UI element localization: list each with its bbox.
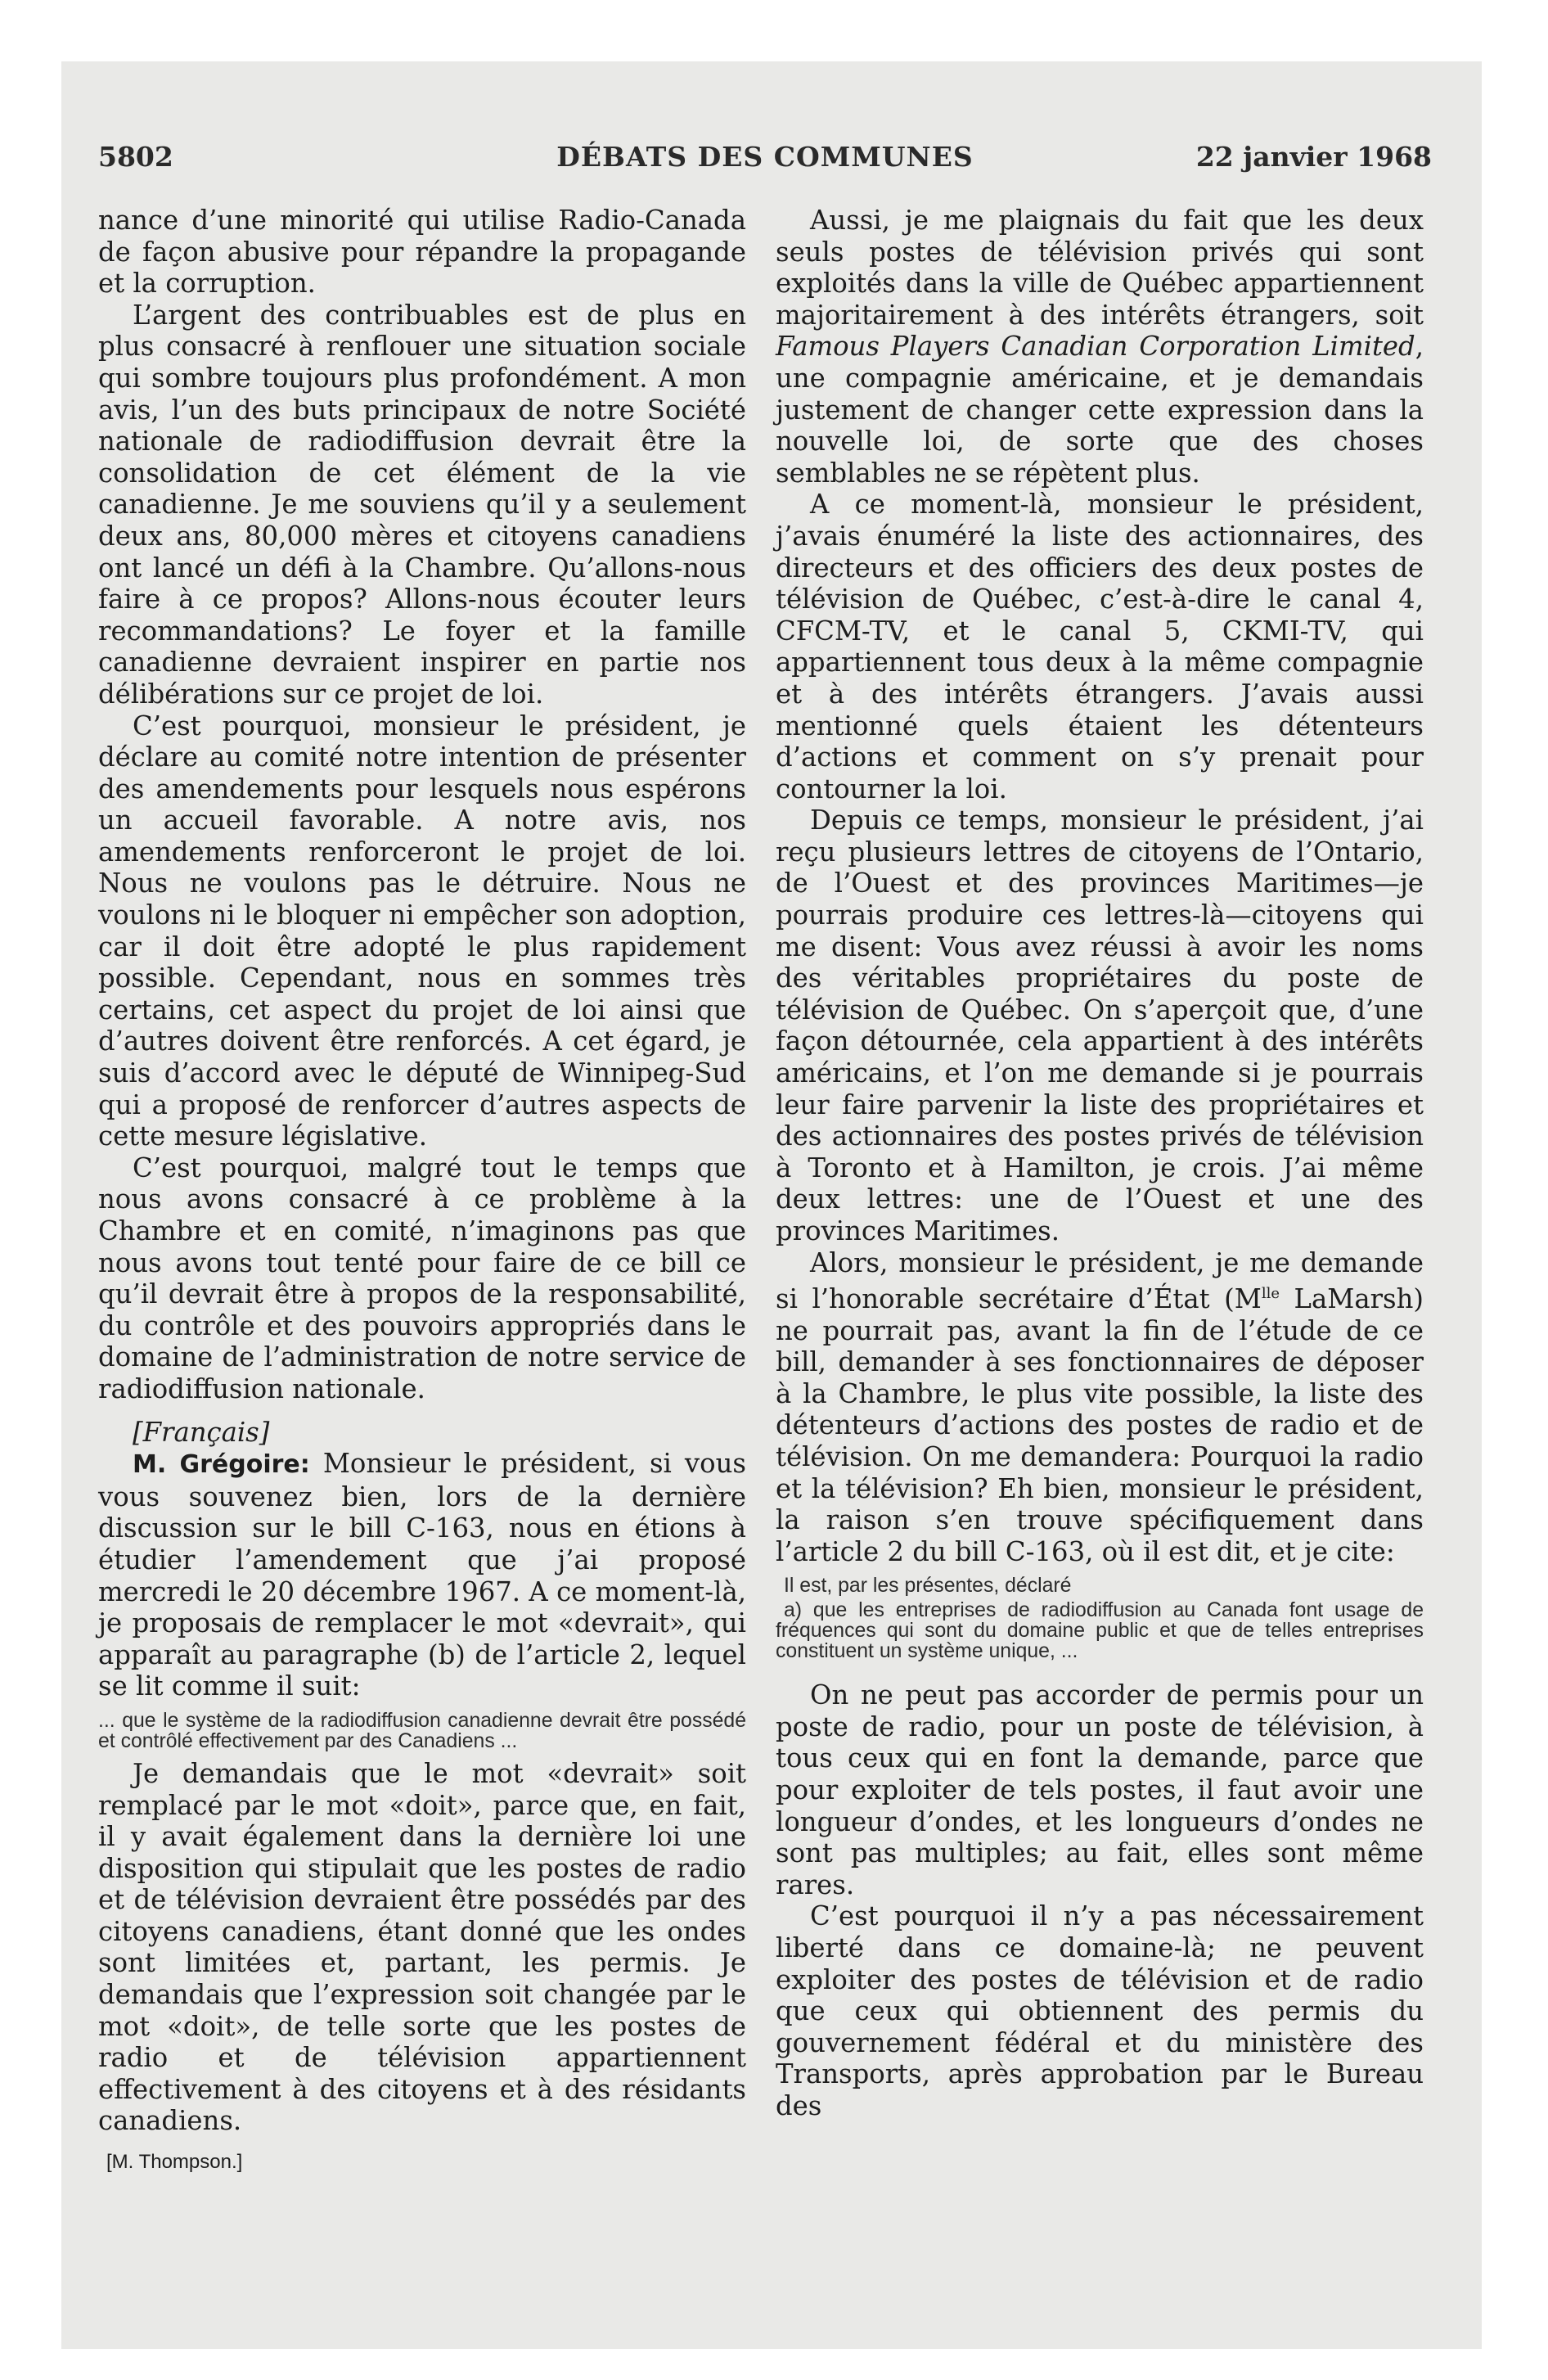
paragraph: Aussi, je me plaignais du fait que les deux seuls postes de télévision privés qui sont exploités dans la ville de Québec appartiennent majoritairement à des intérêts étrangers, soit Famous Players Canadian Corporation Limited, une compagnie américaine, et je demandais justement de changer cette expression dans la nouvelle loi, de sorte que des choses semblables ne se répètent plus. [776,205,1424,489]
paragraph: On ne peut pas accorder de permis pour un poste de radio, pour un poste de télévision, à tous ceux qui en font la demande, parce que pour exploiter de tels postes, il faut avoir une longueur d’ondes, et les longueurs d’ondes ne sont pas multiples; au fait, elles sont même rares. [776,1679,1424,1900]
quote-text: Il est, par les présentes, déclaré [784,1575,1072,1598]
paragraph: Depuis ce temps, monsieur le président, j’ai reçu plusieurs lettres de citoyens de l’Ontario, de l’Ouest et des provinces Maritimes—je pourrais produire ces lettres-là—citoyens qui me disent: Vous avez réussi à avoir les noms des véritables propriétaires du poste de télévision de Québec. On s’aperçoit que, d’une façon détournée, cela appartient à des intérêts américains, et l’on me demande si je pourrais leur faire parvenir la liste des propriétaires et des actionnaires des postes privés de télévision à Toronto et à Hamilton, je crois. J’ai même deux lettres: une de l’Ouest et une des provinces Maritimes. [776,805,1424,1246]
paragraph: A ce moment-là, monsieur le président, j’avais énuméré la liste des actionnaires, des directeurs et des officiers des deux postes de télévision de Québec, c’est-à-dire le canal 4, CFCM-TV, et le canal 5, CKMI-TV, qui appartiennent tous deux à la même compagnie et à des intérêts étrangers. J’avais aussi mentionné quels étaient les détenteurs d’actions et comment on s’y prenait pour contourner la loi. [776,489,1424,805]
quote-text: ... que le système de la radiodiffusion canadienne devrait être possédé et contrôlé effectivement par des Canadiens ... [98,1709,746,1752]
page-number: 5802 [98,141,173,173]
company-name: Famous Players Canadian Corporation Limited [776,331,1415,363]
left-column [98,205,746,2179]
page-header [98,141,1432,182]
speaker-name: M. Grégoire: [133,1450,310,1480]
paragraph: Alors, monsieur le président, je me demande si l’honorable secrétaire d’État ($M^{lle}$ LaMarsh) ne pourrait pas, avant la fin de l’étude de ce bill, demander à ses fonctionnaires de déposer à la Chambre, le plus vite possible, la liste des détenteurs d’actions des postes de radio et de télévision. On me demandera: Pourquoi la radio et la télévision? Eh bien, monsieur le président, la raison s’en trouve spécifiquement dans l’article 2 du bill C-163, où il est dit, et je cite: [776,1246,1424,1567]
paragraph: Je demandais que le mot «devrait» soit remplacé par le mot «doit», parce que, en fait, il y avait également dans la dernière loi une disposition qui stipulait que les postes de radio et de télévision devraient être possédés par des citoyens canadiens, étant donné que les ondes sont limitées et, partant, les permis. Je demandais que l’expression soit changée par le mot «doit», de telle sorte que les postes de radio et de télévision appartiennent effectivement à des citoyens et à des résidants canadiens. [98,1757,746,2137]
paragraph: L’argent des contribuables est de plus en plus consacré à renflouer une situation sociale qui sombre toujours plus profondément. A mon avis, l’un des buts principaux de notre Société nationale de radiodiffusion devrait être la consolidation de cet élément de la vie canadienne. Je me souviens qu’il y a seulement deux ans, 80,000 mères et citoyens canadiens ont lancé un défi à la Chambre. Qu’allons-nous faire à ce propos? Allons-nous écouter leurs recommandations? Le foyer et la famille canadienne devraient inspirer en partie nos délibérations sur ce projet de loi. [98,299,746,710]
paragraph: C’est pourquoi il n’y a pas nécessairement liberté dans ce domaine-là; ne peuvent exploiter des postes de télévision et de radio que ceux qui obtiennent des permis du gouvernement fédéral et du ministère des Transports, après approbation par le Bureau des [776,1900,1424,2122]
block-quote [98,1711,746,1751]
paragraph: nance d’une minorité qui utilise Radio-Canada de façon abusive pour répandre la propagande et la corruption. [98,205,746,300]
language-tag: [Français] [133,1416,270,1448]
paragraph: C’est pourquoi, monsieur le président, je déclare au comité notre intention de présenter des amendements pour lesquels nous espérons un accueil favorable. A notre avis, nos amendements renforceront le projet de loi. Nous ne voulons pas le détruire. Nous ne voulons ni le bloquer ni empêcher son adoption, car il doit être adopté le plus rapidement possible. Cependant, nous en sommes très certains, cet aspect du projet de loi ainsi que d’autres doivent être renforcés. A cet égard, je suis d’accord avec le député de Winnipeg-Sud qui a proposé de renforcer d’autres aspects de cette mesure législative. [98,710,746,1152]
paragraph: C’est pourquoi, malgré tout le temps que nous avons consacré à ce problème à la Chambre et en comité, n’imaginons pas que nous avons tout tenté pour faire de ce bill ce qu’il devrait être à propos de la responsabilité, du contrôle et des pouvoirs appropriés dans le domaine de l’administration de notre service de radiodiffusion nationale. [98,1152,746,1404]
right-column [776,205,1424,2122]
page-date: 22 janvier 1968 [1195,141,1432,173]
page-title: DÉBATS DES COMMUNES [556,141,974,173]
speaker-paragraph [98,1448,746,1702]
paragraph-text: Monsieur le président, si vous vous souvenez bien, lors de la dernière discussion sur le bill C-163, nous en étions à étudier l’amendement que j’ai proposé mercredi le 20 décembre 1967. A ce moment-là, je proposais de remplacer le mot «devrait», qui apparaît au paragraphe (b) de l’article 2, lequel se lit comme il suit: [98,1448,746,1702]
speaker-signoff: [M. Thompson.] [106,2151,243,2174]
block-quote [776,1575,1424,1661]
quote-text: a) que les entreprises de radiodiffusion au Canada font usage de fréquences qui sont du domaine public et que de telles entreprises constituent un système unique, ... [776,1599,1424,1663]
